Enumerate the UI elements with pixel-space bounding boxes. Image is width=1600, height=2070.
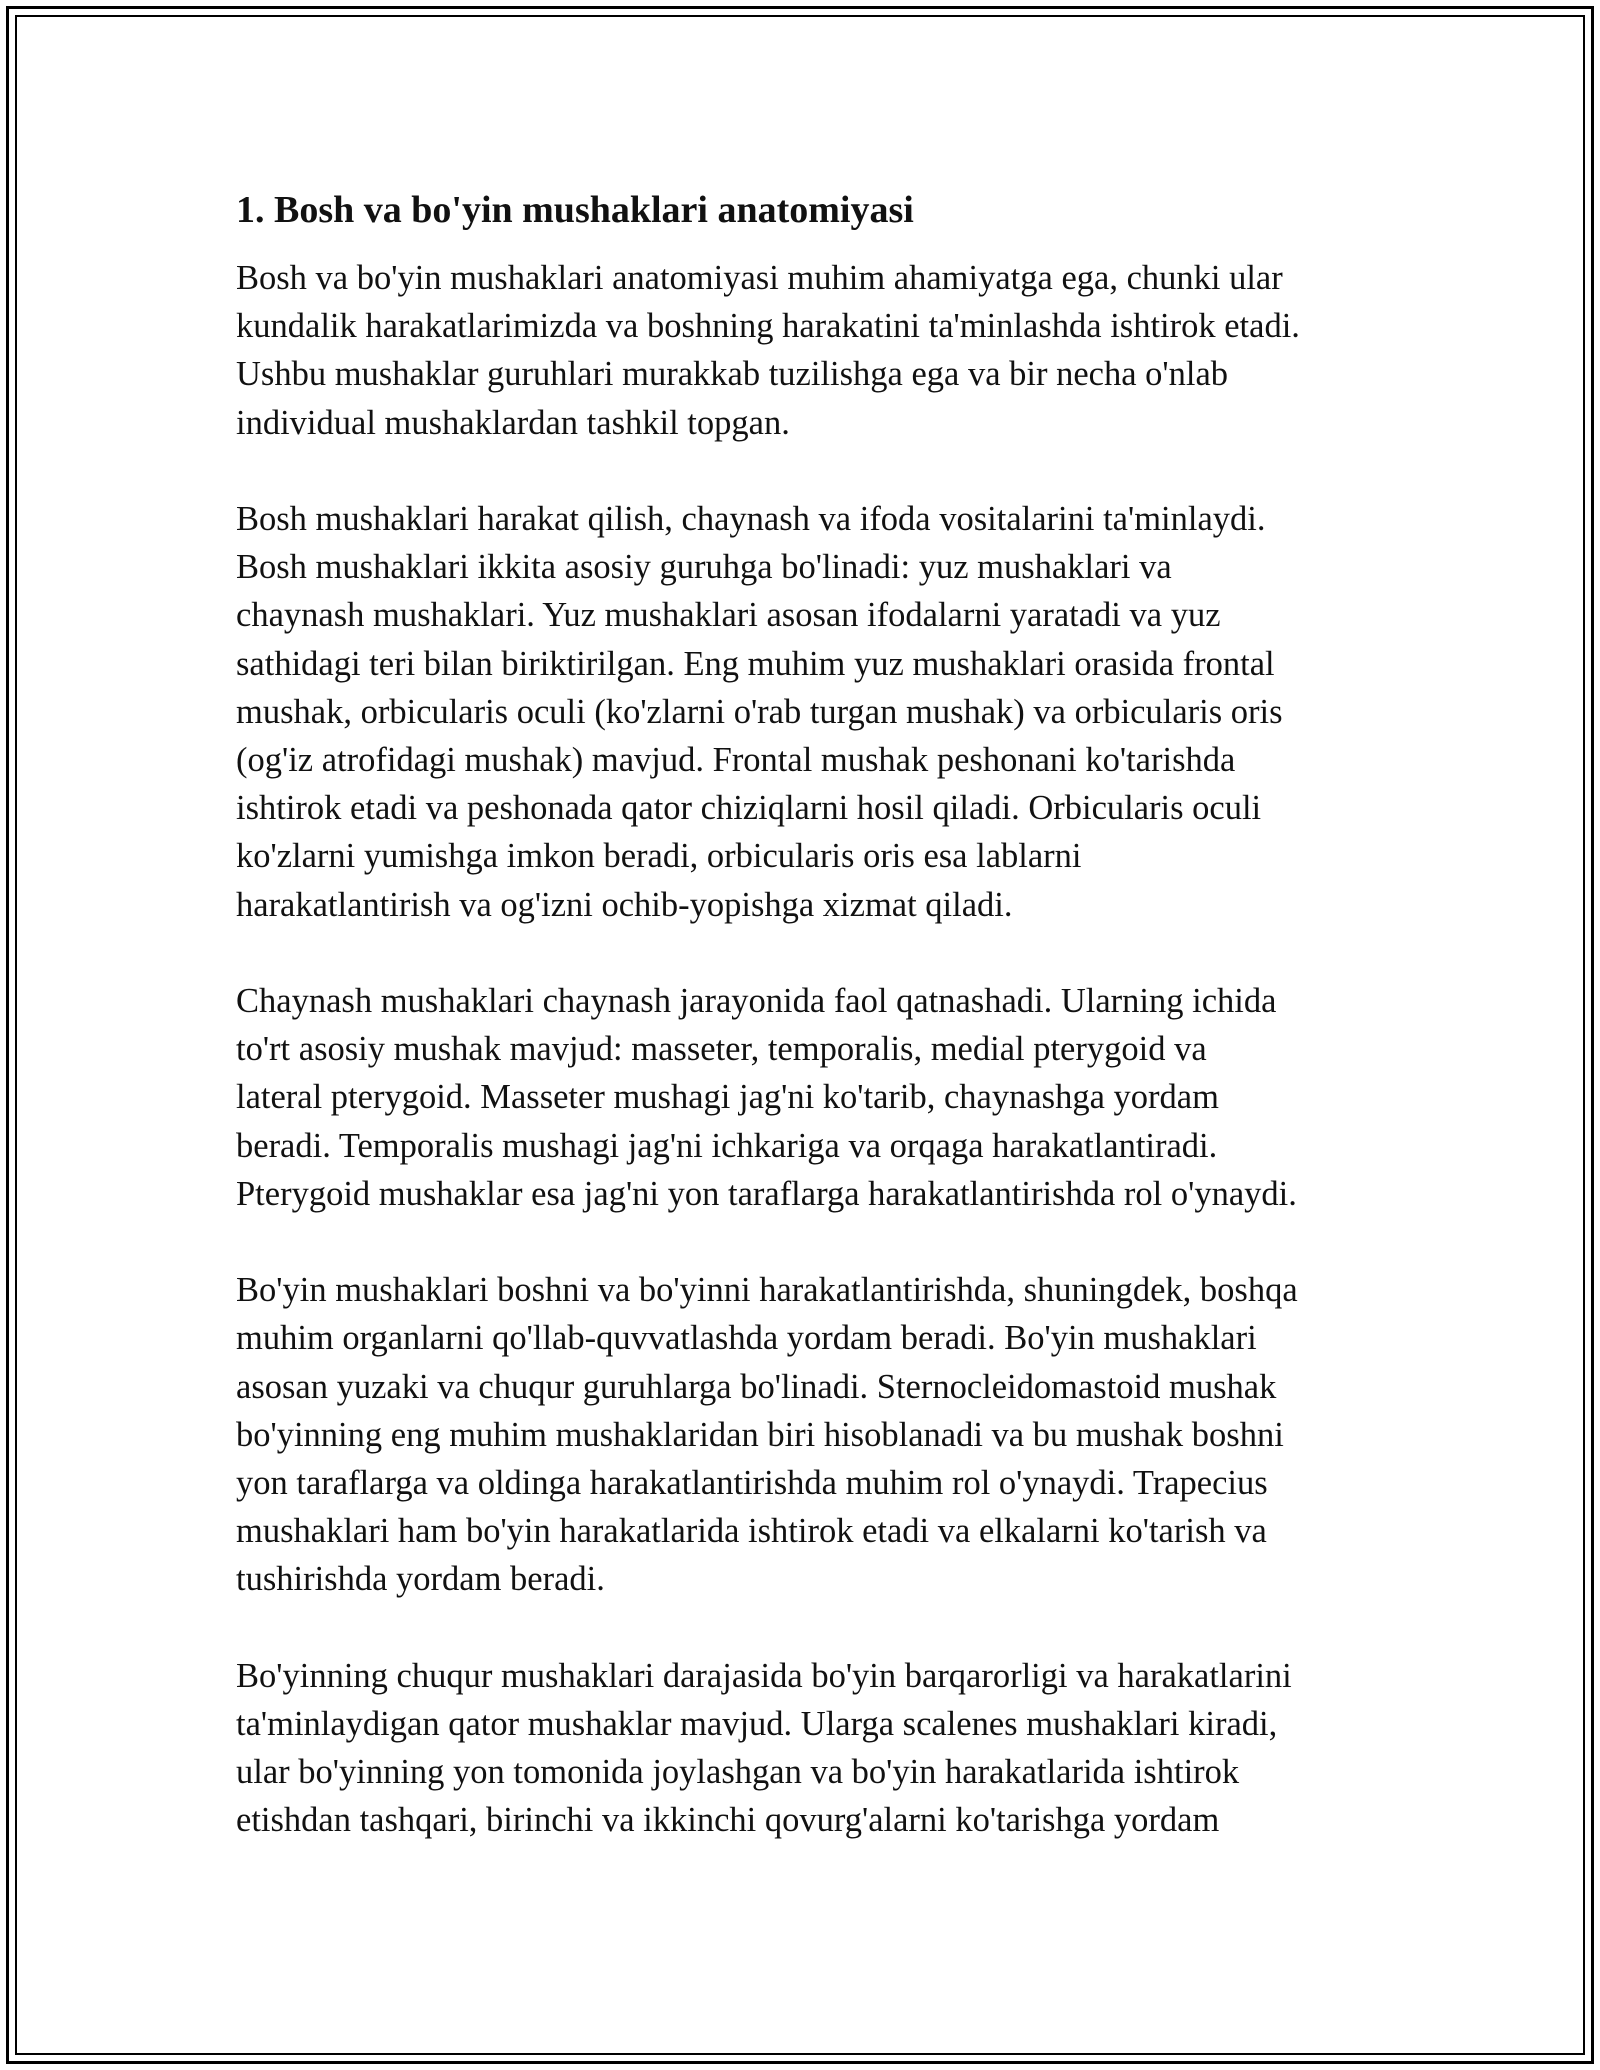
text-line: individual mushaklardan tashkil topgan. xyxy=(236,403,790,442)
text-line: tushirishda yordam beradi. xyxy=(236,1560,605,1599)
text-line: kundalik harakatlarimizda va boshning harakatini ta'minlashda ishtirok etadi. xyxy=(236,307,1300,346)
paragraph-deep-neck-muscles xyxy=(236,1652,1386,1845)
text-line: chaynash mushaklari. Yuz mushaklari asosan ifodalarni yaratadi va yuz xyxy=(236,596,1221,635)
text-line: Ushbu mushaklar guruhlari murakkab tuzilishga ega va bir necha o'nlab xyxy=(236,355,1229,394)
paragraph-head-muscles xyxy=(236,495,1386,929)
text-line: etishdan tashqari, birinchi va ikkinchi qovurg'alarni ko'tarishga yordam xyxy=(236,1801,1220,1840)
text-line: mushaklari ham bo'yin harakatlarida ishtirok etadi va elkalarni ko'tarish va xyxy=(236,1512,1267,1551)
text-line: harakatlantirish va og'izni ochib-yopishga xizmat qiladi. xyxy=(236,885,1013,924)
text-line: Bosh mushaklari harakat qilish, chaynash va ifoda vositalarini ta'minlaydi. xyxy=(236,500,1266,538)
text-line: yon taraflarga va oldinga harakatlantirishda muhim rol o'ynaydi. Trapecius xyxy=(236,1464,1268,1503)
text-line: Pterygoid mushaklar esa jag'ni yon taraflarga harakatlantirishda rol o'ynaydi. xyxy=(236,1174,1297,1213)
text-line: lateral pterygoid. Masseter mushagi jag'ni ko'tarib, chaynashga yordam xyxy=(236,1078,1219,1117)
text-line: ishtirok etadi va peshonada qator chiziqlarni hosil qiladi. Orbicularis oculi xyxy=(236,789,1262,828)
document-body xyxy=(236,186,1386,1893)
text-line: bo'yinning eng muhim mushaklaridan biri hisoblanadi va bu mushak boshni xyxy=(236,1415,1284,1454)
paragraph-neck-muscles xyxy=(236,1266,1386,1603)
text-line: asosan yuzaki va chuqur guruhlarga bo'linadi. Sternocleidomastoid mushak xyxy=(236,1367,1277,1406)
text-line: Chaynash mushaklari chaynash jarayonida faol qatnashadi. Ularning ichida xyxy=(236,982,1277,1021)
text-line: beradi. Temporalis mushagi jag'ni ichkariga va orqaga harakatlantiradi. xyxy=(236,1126,1218,1165)
text-line: Bosh va bo'yin mushaklari anatomiyasi muhim ahamiyatga ega, chunki ular xyxy=(236,259,1283,297)
section-heading: 1. Bosh va bo'yin mushaklari anatomiyasi xyxy=(236,189,914,231)
text-line: Bo'yinning chuqur mushaklari darajasida bo'yin barqarorligi va harakatlarini xyxy=(236,1656,1292,1695)
text-line: ular bo'yinning yon tomonida joylashgan va bo'yin harakatlarida ishtirok xyxy=(236,1753,1240,1792)
text-line: (og'iz atrofidagi mushak) mavjud. Frontal mushak peshonani ko'tarishda xyxy=(236,741,1236,780)
text-line: ko'zlarni yumishga imkon beradi, orbicularis oris esa lablarni xyxy=(236,837,1082,876)
text-line: mushak, orbicularis oculi (ko'zlarni o'rab turgan mushak) va orbicularis oris xyxy=(236,692,1283,731)
text-line: muhim organlarni qo'llab-quvvatlashda yordam beradi. Bo'yin mushaklari xyxy=(236,1319,1257,1358)
paragraph-chewing-muscles xyxy=(236,977,1386,1218)
text-line: Bosh mushaklari ikkita asosiy guruhga bo'linadi: yuz mushaklari va xyxy=(236,548,1172,587)
text-line: Bo'yin mushaklari boshni va bo'yinni harakatlantirishda, shuningdek, boshqa xyxy=(236,1271,1298,1310)
text-line: to'rt asosiy mushak mavjud: masseter, temporalis, medial pterygoid va xyxy=(236,1030,1207,1069)
text-line: ta'minlaydigan qator mushaklar mavjud. Ularga scalenes mushaklari kiradi, xyxy=(236,1705,1278,1744)
text-line: sathidagi teri bilan biriktirilgan. Eng muhim yuz mushaklari orasida frontal xyxy=(236,644,1275,683)
paragraph-intro xyxy=(236,254,1386,447)
